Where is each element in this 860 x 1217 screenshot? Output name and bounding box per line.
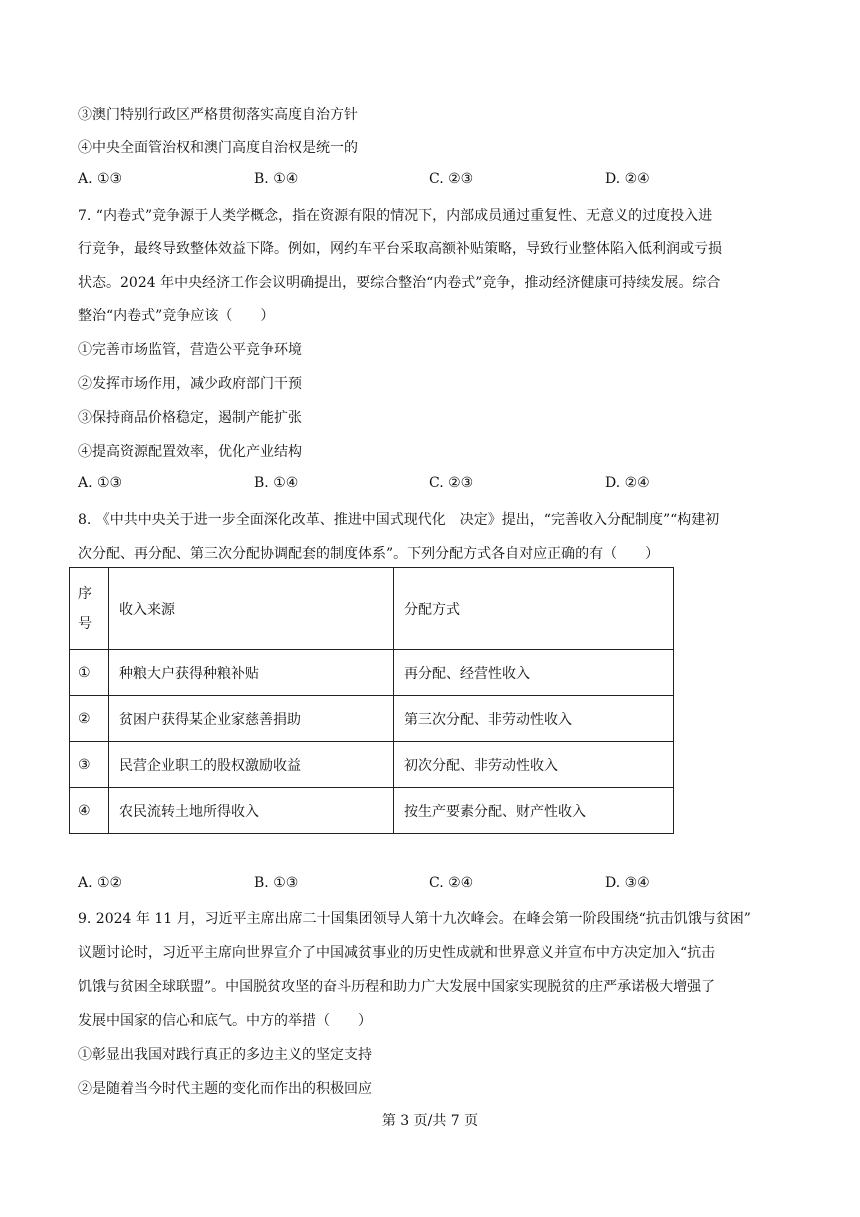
q7-option-a: A. ①③ [78,475,123,491]
q6-option-c: C. ②③ [429,171,474,187]
q8-options [78,875,778,895]
q7-stem-line-4: 整治“内卷式”竞争应该（ ） [78,308,275,324]
q6-option-b: B. ①④ [254,171,299,187]
q7-stem-line-3: 状态。2024 年中央经济工作会议明确提出，要综合整治“内卷式”竞争，推动经济健康可持续发展。综合 [78,275,721,291]
row-distribution-method: 初次分配、非劳动性收入 [394,742,674,788]
q7-item-1: ①完善市场监管，营造公平竞争环境 [78,342,302,358]
header-income-source: 收入来源 [109,568,394,650]
q8-option-c: C. ②④ [429,875,474,891]
row-distribution-method: 第三次分配、非劳动性收入 [394,696,674,742]
row-number: ① [70,650,109,696]
q9-stem-line-4: 发展中国家的信心和底气。中方的举措（ ） [78,1013,372,1029]
row-number: ② [70,696,109,742]
q7-item-3: ③保持商品价格稳定，遏制产能扩张 [78,410,302,426]
row-distribution-method: 按生产要素分配、财产性收入 [394,788,674,834]
table-row [70,742,674,788]
header-distribution-method: 分配方式 [394,568,674,650]
table-row [70,696,674,742]
q7-option-b: B. ①④ [254,475,299,491]
row-number: ③ [70,742,109,788]
row-distribution-method: 再分配、经营性收入 [394,650,674,696]
q7-item-4: ④提高资源配置效率，优化产业结构 [78,444,302,460]
q9-stem-line-3: 饥饿与贫困全球联盟”。中国脱贫攻坚的奋斗历程和助力广大发展中国家实现脱贫的庄严承诺极大增强了 [78,979,716,995]
q6-item-4: ④中央全面管治权和澳门高度自治权是统一的 [78,140,358,156]
row-income-source: 民营企业职工的股权激励收益 [109,742,394,788]
q7-option-d: D. ②④ [605,475,650,491]
q6-item-3: ③澳门特别行政区严格贯彻落实高度自治方针 [78,107,358,123]
q7-options [78,475,778,495]
q6-options [78,171,778,191]
page-footer: 第 3 页/共 7 页 [381,1113,479,1129]
q8-stem-line-2: 次分配、再分配、第三次分配协调配套的制度体系”。下列分配方式各自对应正确的有（ ） [78,546,660,562]
q7-stem-line-1: 7. “内卷式”竞争源于人类学概念，指在资源有限的情况下，内部成员通过重复性、无意义的过度投入进 [78,208,713,224]
row-income-source: 贫困户获得某企业家慈善捐助 [109,696,394,742]
row-income-source: 种粮大户获得种粮补贴 [109,650,394,696]
q6-option-a: A. ①③ [78,171,123,187]
q8-option-d: D. ③④ [605,875,650,891]
table-row [70,650,674,696]
q8-option-a: A. ①② [78,875,123,891]
q7-stem-line-2: 行竞争，最终导致整体效益下降。例如，网约车平台采取高额补贴策略，导致行业整体陷入低利润或亏损 [78,241,722,257]
q7-option-c: C. ②③ [429,475,474,491]
q9-stem-line-2: 议题讨论时，习近平主席向世界宣介了中国减贫事业的历史性成就和世界意义并宣布中方决定加入“抗击 [78,945,716,961]
table-row [70,788,674,834]
q9-stem-line-1: 9. 2024 年 11 月，习近平主席出席二十国集团领导人第十九次峰会。在峰会第一阶段围绕“抗击饥饿与贫困” [78,911,751,927]
q9-item-1: ①彰显出我国对践行真正的多边主义的坚定支持 [78,1047,372,1063]
header-number: 序 号 [70,568,109,650]
q9-item-2: ②是随着当今时代主题的变化而作出的积极回应 [78,1081,372,1097]
income-distribution-table [69,567,674,834]
row-income-source: 农民流转土地所得收入 [109,788,394,834]
q8-option-b: B. ①③ [254,875,299,891]
table-header-row [70,568,674,650]
row-number: ④ [70,788,109,834]
q6-option-d: D. ②④ [605,171,650,187]
q8-stem-line-1: 8. 《中共中央关于进一步全面深化改革、推进中国式现代化 决定》提出，“完善收入分配制度”“构建初 [78,512,720,528]
q7-item-2: ②发挥市场作用，减少政府部门干预 [78,376,302,392]
